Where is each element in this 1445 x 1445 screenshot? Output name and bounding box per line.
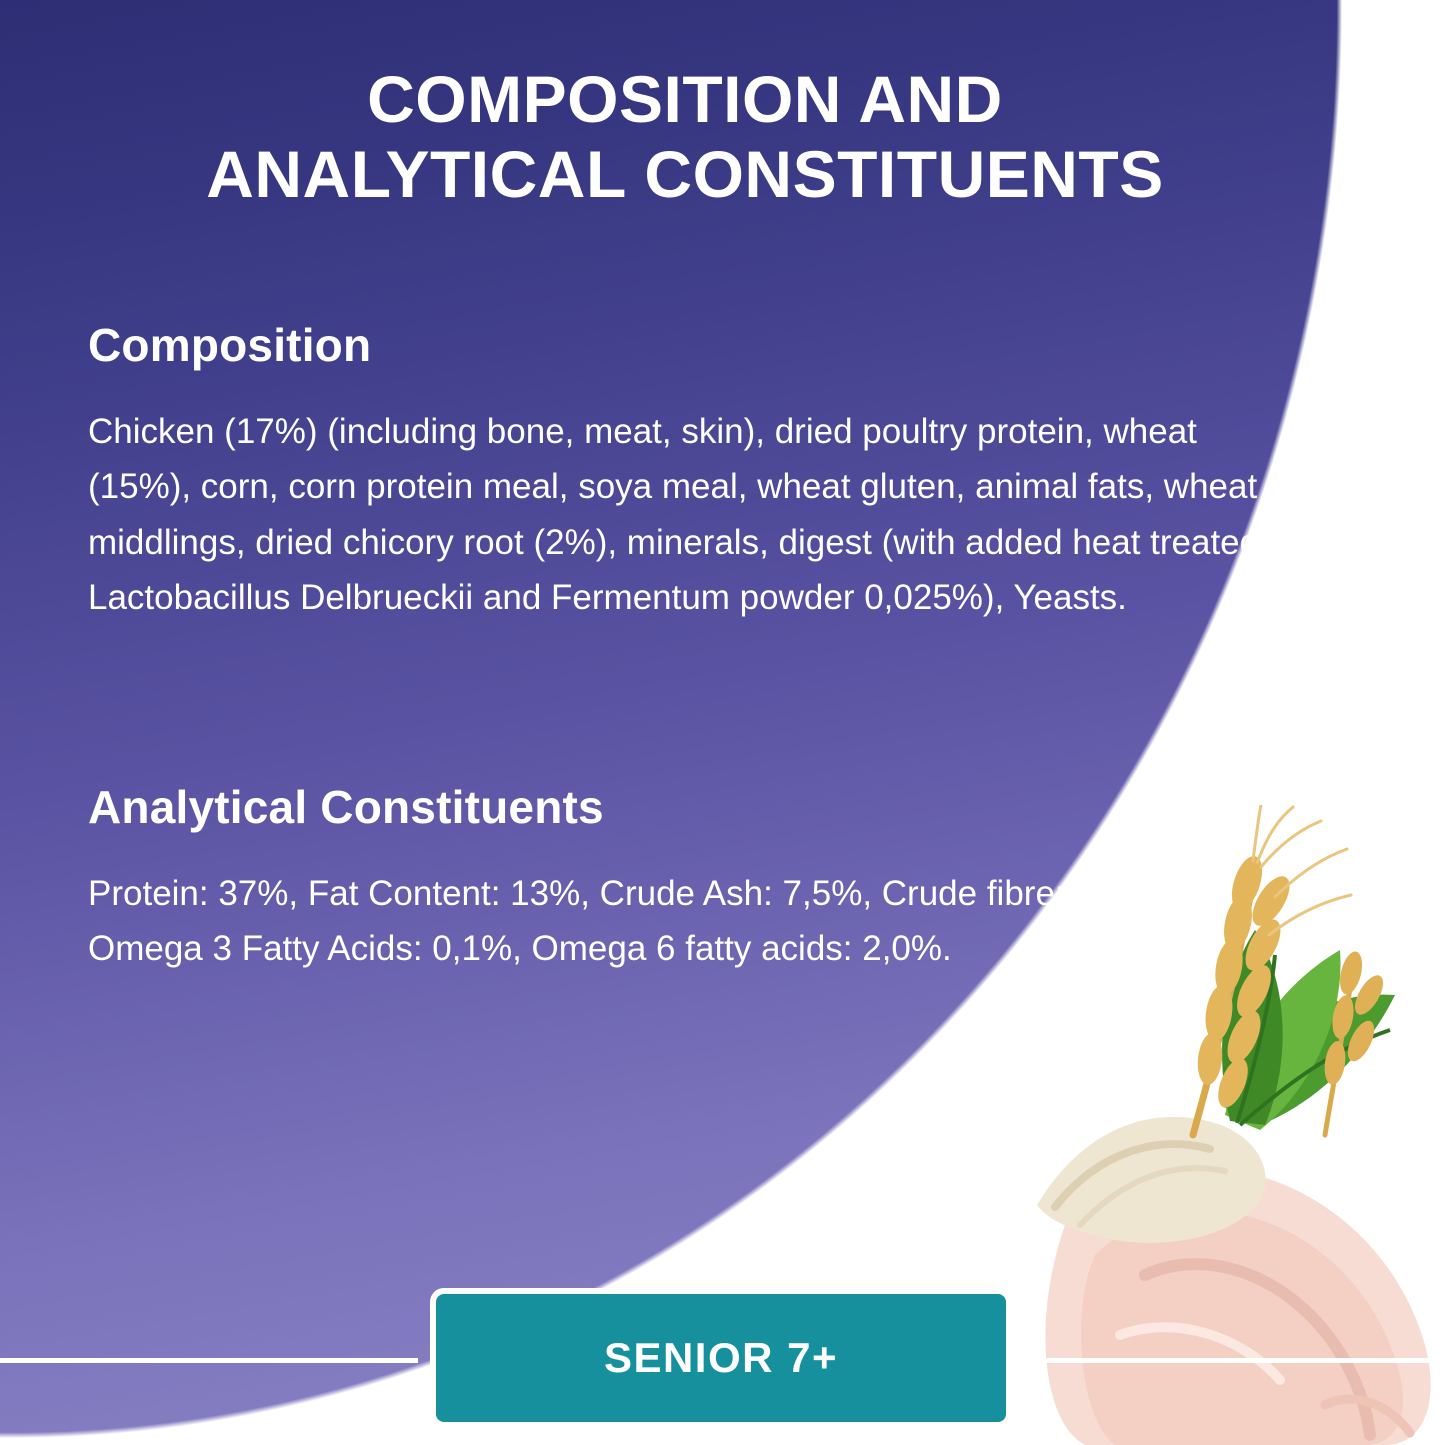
composition-heading: Composition (88, 319, 372, 371)
analytical-constituents-text: Protein: 37%, Fat Content: 13%, Crude Ash: 7,5%, Crude fibre: 2,5%, Omega 3 Fatty Acids: 0,1%, Omega 6 fatty acids: 2,0%. (88, 874, 1164, 969)
footer-rule-left (0, 1358, 418, 1363)
life-stage-badge (430, 1288, 1012, 1428)
page-title (60, 62, 1310, 211)
page-title-line-2: ANALYTICAL CONSTITUENTS (206, 136, 1164, 211)
analytical-constituents-heading: Analytical Constituents (88, 781, 604, 833)
page-title-line-1: COMPOSITION AND (367, 62, 1003, 136)
composition-text: Chicken (17%) (including bone, meat, skin), dried poultry protein, wheat (15%), corn, corn protein meal, soya meal, wheat gluten, animal fats, wheat middlings, dried chicory root (2%), minerals, digest (with added heat treated Lactobacillus Delbrueckii and Fermentum powder 0,025%), Yeasts. (88, 412, 1260, 617)
footer-rule-right (1012, 1358, 1445, 1363)
life-stage-badge-label: SENIOR 7+ (603, 1334, 839, 1381)
